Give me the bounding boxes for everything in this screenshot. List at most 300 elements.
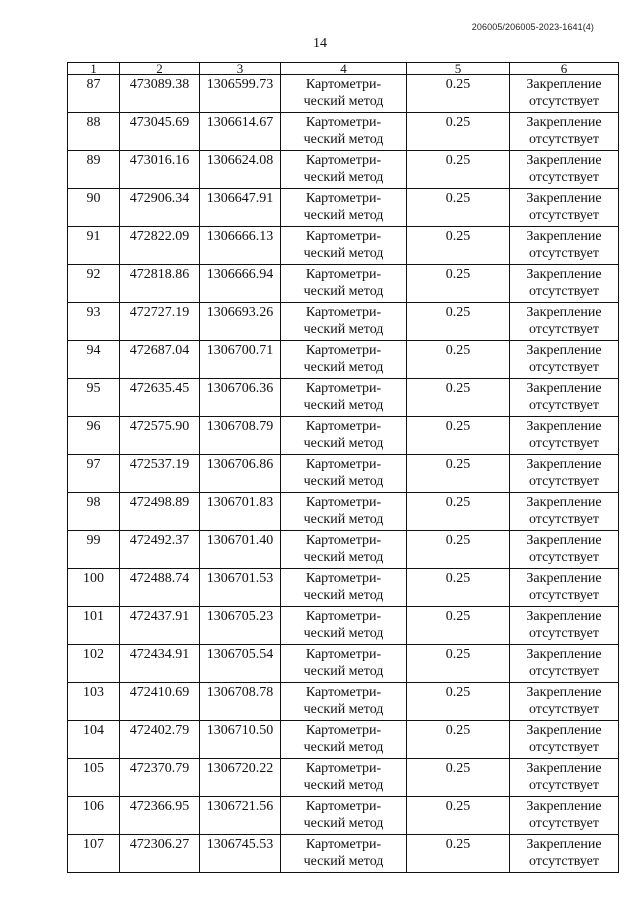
- x-coordinate-text: 473016.16: [129, 153, 190, 168]
- method-text: ческий метод: [303, 550, 384, 565]
- method-text: Картометри-: [305, 685, 382, 700]
- accuracy-cell: [407, 797, 510, 835]
- point-number-text: 89: [86, 153, 101, 168]
- accuracy-text: 0.25: [445, 837, 471, 852]
- fixing-description-text: отсутствует: [528, 322, 600, 337]
- fixing-description-text: Закрепление: [526, 305, 602, 320]
- y-coordinate-text: 1306599.73: [206, 77, 274, 92]
- fixing-description-cell: [510, 721, 619, 759]
- y-coordinate-text: 1306708.78: [206, 685, 274, 700]
- table-body: [68, 75, 619, 873]
- fixing-description-text: Закрепление: [526, 609, 602, 624]
- table-row: [68, 455, 619, 493]
- accuracy-text: 0.25: [445, 571, 471, 586]
- method-cell: [281, 569, 407, 607]
- point-number-text: 103: [83, 685, 104, 700]
- fixing-description-text: отсутствует: [528, 94, 600, 109]
- method-cell: [281, 645, 407, 683]
- fixing-description-text: Закрепление: [526, 343, 602, 358]
- method-text: Картометри-: [305, 837, 382, 852]
- table-row: [68, 493, 619, 531]
- x-coordinate-cell: [120, 227, 200, 265]
- y-coordinate-text: 1306721.56: [206, 799, 274, 814]
- point-number-text: 102: [83, 647, 104, 662]
- fixing-description-text: отсутствует: [528, 854, 600, 869]
- accuracy-text: 0.25: [445, 305, 471, 320]
- fixing-description-text: отсутствует: [528, 474, 600, 489]
- x-coordinate-text: 472402.79: [129, 723, 190, 738]
- method-text: ческий метод: [303, 208, 384, 223]
- y-coordinate-text: 1306693.26: [206, 305, 274, 320]
- column-number: 2: [120, 63, 200, 75]
- method-text: ческий метод: [303, 436, 384, 451]
- y-coordinate-cell: [200, 303, 281, 341]
- accuracy-text: 0.25: [445, 685, 471, 700]
- point-number-text: 104: [83, 723, 104, 738]
- method-text: Картометри-: [305, 115, 382, 130]
- point-number-cell: [68, 151, 120, 189]
- fixing-description-text: отсутствует: [528, 436, 600, 451]
- column-number: 6: [510, 63, 619, 75]
- table-row: [68, 151, 619, 189]
- y-coordinate-text: 1306701.83: [206, 495, 274, 510]
- x-coordinate-cell: [120, 379, 200, 417]
- fixing-description-text: Закрепление: [526, 761, 602, 776]
- y-coordinate-cell: [200, 189, 281, 227]
- method-cell: [281, 493, 407, 531]
- column-number: 5: [407, 63, 510, 75]
- y-coordinate-text: 1306647.91: [206, 191, 274, 206]
- y-coordinate-cell: [200, 341, 281, 379]
- x-coordinate-cell: [120, 417, 200, 455]
- method-cell: [281, 455, 407, 493]
- accuracy-cell: [407, 683, 510, 721]
- fixing-description-text: Закрепление: [526, 381, 602, 396]
- accuracy-cell: [407, 341, 510, 379]
- method-cell: [281, 835, 407, 873]
- method-text: ческий метод: [303, 360, 384, 375]
- y-coordinate-text: 1306624.08: [206, 153, 274, 168]
- y-coordinate-cell: [200, 531, 281, 569]
- fixing-description-text: отсутствует: [528, 626, 600, 641]
- method-text: Картометри-: [305, 229, 382, 244]
- method-cell: [281, 189, 407, 227]
- accuracy-cell: [407, 379, 510, 417]
- accuracy-cell: [407, 113, 510, 151]
- x-coordinate-text: 472366.95: [129, 799, 190, 814]
- fixing-description-text: отсутствует: [528, 208, 600, 223]
- method-text: Картометри-: [305, 153, 382, 168]
- x-coordinate-cell: [120, 75, 200, 113]
- point-number-text: 90: [86, 191, 101, 206]
- method-text: Картометри-: [305, 533, 382, 548]
- point-number-cell: [68, 113, 120, 151]
- x-coordinate-cell: [120, 683, 200, 721]
- x-coordinate-text: 472488.74: [129, 571, 190, 586]
- x-coordinate-text: 473089.38: [129, 77, 190, 92]
- y-coordinate-cell: [200, 835, 281, 873]
- fixing-description-text: Закрепление: [526, 77, 602, 92]
- accuracy-cell: [407, 417, 510, 455]
- fixing-description-text: отсутствует: [528, 398, 600, 413]
- fixing-description-cell: [510, 569, 619, 607]
- x-coordinate-text: 472727.19: [129, 305, 190, 320]
- method-text: Картометри-: [305, 267, 382, 282]
- table-row: [68, 379, 619, 417]
- y-coordinate-cell: [200, 493, 281, 531]
- y-coordinate-cell: [200, 227, 281, 265]
- fixing-description-cell: [510, 151, 619, 189]
- y-coordinate-cell: [200, 797, 281, 835]
- column-number-row: [68, 63, 619, 75]
- fixing-description-cell: [510, 379, 619, 417]
- fixing-description-text: отсутствует: [528, 360, 600, 375]
- accuracy-cell: [407, 759, 510, 797]
- table-row: [68, 569, 619, 607]
- table-row: [68, 721, 619, 759]
- x-coordinate-cell: [120, 113, 200, 151]
- accuracy-text: 0.25: [445, 457, 471, 472]
- x-coordinate-cell: [120, 151, 200, 189]
- point-number-cell: [68, 759, 120, 797]
- fixing-description-text: Закрепление: [526, 533, 602, 548]
- column-number: 4: [281, 63, 407, 75]
- method-text: ческий метод: [303, 170, 384, 185]
- accuracy-cell: [407, 531, 510, 569]
- x-coordinate-cell: [120, 835, 200, 873]
- method-text: ческий метод: [303, 664, 384, 679]
- accuracy-text: 0.25: [445, 343, 471, 358]
- point-number-cell: [68, 75, 120, 113]
- accuracy-text: 0.25: [445, 647, 471, 662]
- accuracy-text: 0.25: [445, 533, 471, 548]
- method-text: Картометри-: [305, 343, 382, 358]
- fixing-description-text: отсутствует: [528, 588, 600, 603]
- fixing-description-text: Закрепление: [526, 229, 602, 244]
- fixing-description-cell: [510, 455, 619, 493]
- point-number-cell: [68, 721, 120, 759]
- accuracy-cell: [407, 493, 510, 531]
- fixing-description-text: Закрепление: [526, 723, 602, 738]
- accuracy-text: 0.25: [445, 77, 471, 92]
- accuracy-cell: [407, 721, 510, 759]
- y-coordinate-text: 1306666.94: [206, 267, 274, 282]
- method-text: ческий метод: [303, 474, 384, 489]
- fixing-description-cell: [510, 835, 619, 873]
- method-text: ческий метод: [303, 322, 384, 337]
- method-cell: [281, 797, 407, 835]
- y-coordinate-text: 1306708.79: [206, 419, 274, 434]
- table-row: [68, 607, 619, 645]
- x-coordinate-cell: [120, 493, 200, 531]
- accuracy-text: 0.25: [445, 267, 471, 282]
- point-number-cell: [68, 227, 120, 265]
- accuracy-text: 0.25: [445, 761, 471, 776]
- table-row: [68, 683, 619, 721]
- point-number-cell: [68, 531, 120, 569]
- x-coordinate-cell: [120, 797, 200, 835]
- y-coordinate-cell: [200, 607, 281, 645]
- method-text: Картометри-: [305, 495, 382, 510]
- method-text: Картометри-: [305, 761, 382, 776]
- method-text: Картометри-: [305, 419, 382, 434]
- method-text: ческий метод: [303, 778, 384, 793]
- y-coordinate-text: 1306701.40: [206, 533, 274, 548]
- fixing-description-text: Закрепление: [526, 191, 602, 206]
- x-coordinate-text: 472822.09: [129, 229, 190, 244]
- method-text: Картометри-: [305, 457, 382, 472]
- y-coordinate-cell: [200, 379, 281, 417]
- x-coordinate-text: 472370.79: [129, 761, 190, 776]
- point-number-text: 95: [86, 381, 101, 396]
- accuracy-cell: [407, 227, 510, 265]
- method-text: ческий метод: [303, 398, 384, 413]
- x-coordinate-cell: [120, 303, 200, 341]
- fixing-description-text: Закрепление: [526, 153, 602, 168]
- point-number-text: 88: [86, 115, 101, 130]
- method-cell: [281, 531, 407, 569]
- x-coordinate-text: 472492.37: [129, 533, 190, 548]
- point-number-cell: [68, 569, 120, 607]
- method-text: ческий метод: [303, 740, 384, 755]
- accuracy-text: 0.25: [445, 191, 471, 206]
- fixing-description-text: отсутствует: [528, 740, 600, 755]
- method-text: ческий метод: [303, 588, 384, 603]
- fixing-description-cell: [510, 607, 619, 645]
- method-cell: [281, 417, 407, 455]
- point-number-text: 94: [86, 343, 101, 358]
- x-coordinate-cell: [120, 645, 200, 683]
- table-row: [68, 189, 619, 227]
- y-coordinate-cell: [200, 417, 281, 455]
- coordinates-table: [67, 62, 619, 873]
- fixing-description-cell: [510, 531, 619, 569]
- point-number-text: 97: [86, 457, 101, 472]
- table-row: [68, 835, 619, 873]
- accuracy-cell: [407, 455, 510, 493]
- x-coordinate-text: 473045.69: [129, 115, 190, 130]
- y-coordinate-text: 1306700.71: [206, 343, 274, 358]
- x-coordinate-text: 472575.90: [129, 419, 190, 434]
- y-coordinate-cell: [200, 759, 281, 797]
- point-number-text: 105: [83, 761, 104, 776]
- table-row: [68, 531, 619, 569]
- x-coordinate-cell: [120, 341, 200, 379]
- point-number-cell: [68, 683, 120, 721]
- document-id: 206005/206005-2023-1641(4): [471, 22, 594, 32]
- fixing-description-cell: [510, 113, 619, 151]
- x-coordinate-text: 472537.19: [129, 457, 190, 472]
- x-coordinate-cell: [120, 721, 200, 759]
- fixing-description-text: отсутствует: [528, 778, 600, 793]
- x-coordinate-text: 472818.86: [129, 267, 190, 282]
- accuracy-cell: [407, 835, 510, 873]
- fixing-description-text: Закрепление: [526, 799, 602, 814]
- method-text: Картометри-: [305, 381, 382, 396]
- y-coordinate-cell: [200, 113, 281, 151]
- x-coordinate-text: 472434.91: [129, 647, 190, 662]
- method-text: Картометри-: [305, 647, 382, 662]
- method-text: ческий метод: [303, 512, 384, 527]
- accuracy-cell: [407, 75, 510, 113]
- x-coordinate-cell: [120, 455, 200, 493]
- y-coordinate-text: 1306614.67: [206, 115, 274, 130]
- table-row: [68, 113, 619, 151]
- fixing-description-cell: [510, 227, 619, 265]
- point-number-text: 87: [86, 77, 101, 92]
- x-coordinate-text: 472498.89: [129, 495, 190, 510]
- x-coordinate-text: 472306.27: [129, 837, 190, 852]
- fixing-description-text: отсутствует: [528, 702, 600, 717]
- method-text: Картометри-: [305, 723, 382, 738]
- method-text: Картометри-: [305, 191, 382, 206]
- fixing-description-cell: [510, 189, 619, 227]
- method-text: ческий метод: [303, 626, 384, 641]
- fixing-description-text: Закрепление: [526, 837, 602, 852]
- y-coordinate-cell: [200, 683, 281, 721]
- column-number: 1: [68, 63, 120, 75]
- y-coordinate-text: 1306706.86: [206, 457, 274, 472]
- table-row: [68, 265, 619, 303]
- point-number-cell: [68, 341, 120, 379]
- accuracy-text: 0.25: [445, 153, 471, 168]
- point-number-cell: [68, 265, 120, 303]
- fixing-description-text: отсутствует: [528, 246, 600, 261]
- method-text: ческий метод: [303, 816, 384, 831]
- y-coordinate-cell: [200, 645, 281, 683]
- fixing-description-text: Закрепление: [526, 419, 602, 434]
- accuracy-text: 0.25: [445, 115, 471, 130]
- x-coordinate-cell: [120, 189, 200, 227]
- y-coordinate-cell: [200, 265, 281, 303]
- accuracy-text: 0.25: [445, 723, 471, 738]
- fixing-description-text: отсутствует: [528, 816, 600, 831]
- method-cell: [281, 607, 407, 645]
- method-cell: [281, 227, 407, 265]
- accuracy-cell: [407, 569, 510, 607]
- fixing-description-text: отсутствует: [528, 512, 600, 527]
- point-number-cell: [68, 493, 120, 531]
- point-number-cell: [68, 797, 120, 835]
- y-coordinate-cell: [200, 455, 281, 493]
- fixing-description-text: отсутствует: [528, 132, 600, 147]
- fixing-description-text: Закрепление: [526, 115, 602, 130]
- fixing-description-text: Закрепление: [526, 495, 602, 510]
- point-number-cell: [68, 189, 120, 227]
- table-row: [68, 303, 619, 341]
- y-coordinate-text: 1306666.13: [206, 229, 274, 244]
- x-coordinate-text: 472635.45: [129, 381, 190, 396]
- method-text: ческий метод: [303, 284, 384, 299]
- point-number-text: 106: [83, 799, 104, 814]
- y-coordinate-cell: [200, 721, 281, 759]
- method-cell: [281, 75, 407, 113]
- x-coordinate-cell: [120, 531, 200, 569]
- method-text: Картометри-: [305, 571, 382, 586]
- method-cell: [281, 341, 407, 379]
- point-number-text: 91: [86, 229, 101, 244]
- fixing-description-cell: [510, 493, 619, 531]
- method-text: ческий метод: [303, 132, 384, 147]
- method-text: Картометри-: [305, 609, 382, 624]
- y-coordinate-cell: [200, 569, 281, 607]
- point-number-text: 96: [86, 419, 101, 434]
- x-coordinate-text: 472410.69: [129, 685, 190, 700]
- fixing-description-cell: [510, 303, 619, 341]
- y-coordinate-cell: [200, 75, 281, 113]
- x-coordinate-text: 472906.34: [129, 191, 190, 206]
- fixing-description-text: Закрепление: [526, 457, 602, 472]
- column-number: 3: [200, 63, 281, 75]
- fixing-description-text: Закрепление: [526, 571, 602, 586]
- table-row: [68, 75, 619, 113]
- fixing-description-cell: [510, 759, 619, 797]
- fixing-description-cell: [510, 417, 619, 455]
- method-text: ческий метод: [303, 854, 384, 869]
- x-coordinate-cell: [120, 607, 200, 645]
- point-number-cell: [68, 607, 120, 645]
- method-text: Картометри-: [305, 77, 382, 92]
- fixing-description-text: Закрепление: [526, 685, 602, 700]
- accuracy-cell: [407, 265, 510, 303]
- point-number-cell: [68, 835, 120, 873]
- point-number-text: 93: [86, 305, 101, 320]
- point-number-cell: [68, 455, 120, 493]
- y-coordinate-text: 1306705.23: [206, 609, 274, 624]
- y-coordinate-text: 1306706.36: [206, 381, 274, 396]
- y-coordinate-text: 1306705.54: [206, 647, 274, 662]
- point-number-text: 107: [83, 837, 104, 852]
- accuracy-text: 0.25: [445, 799, 471, 814]
- x-coordinate-cell: [120, 265, 200, 303]
- table-row: [68, 645, 619, 683]
- method-text: Картометри-: [305, 305, 382, 320]
- y-coordinate-text: 1306710.50: [206, 723, 274, 738]
- point-number-cell: [68, 303, 120, 341]
- table-row: [68, 759, 619, 797]
- x-coordinate-text: 472437.91: [129, 609, 190, 624]
- method-cell: [281, 759, 407, 797]
- point-number-text: 101: [83, 609, 104, 624]
- method-cell: [281, 379, 407, 417]
- fixing-description-cell: [510, 265, 619, 303]
- accuracy-cell: [407, 303, 510, 341]
- method-text: ческий метод: [303, 702, 384, 717]
- point-number-text: 99: [86, 533, 101, 548]
- accuracy-text: 0.25: [445, 229, 471, 244]
- accuracy-cell: [407, 607, 510, 645]
- point-number-cell: [68, 645, 120, 683]
- point-number-cell: [68, 379, 120, 417]
- fixing-description-text: отсутствует: [528, 664, 600, 679]
- accuracy-text: 0.25: [445, 419, 471, 434]
- accuracy-text: 0.25: [445, 609, 471, 624]
- accuracy-text: 0.25: [445, 495, 471, 510]
- point-number-text: 92: [86, 267, 101, 282]
- x-coordinate-text: 472687.04: [129, 343, 190, 358]
- fixing-description-cell: [510, 645, 619, 683]
- method-cell: [281, 721, 407, 759]
- fixing-description-text: отсутствует: [528, 284, 600, 299]
- x-coordinate-cell: [120, 759, 200, 797]
- table-row: [68, 341, 619, 379]
- fixing-description-cell: [510, 341, 619, 379]
- table-row: [68, 417, 619, 455]
- method-cell: [281, 151, 407, 189]
- point-number-cell: [68, 417, 120, 455]
- fixing-description-text: отсутствует: [528, 550, 600, 565]
- accuracy-text: 0.25: [445, 381, 471, 396]
